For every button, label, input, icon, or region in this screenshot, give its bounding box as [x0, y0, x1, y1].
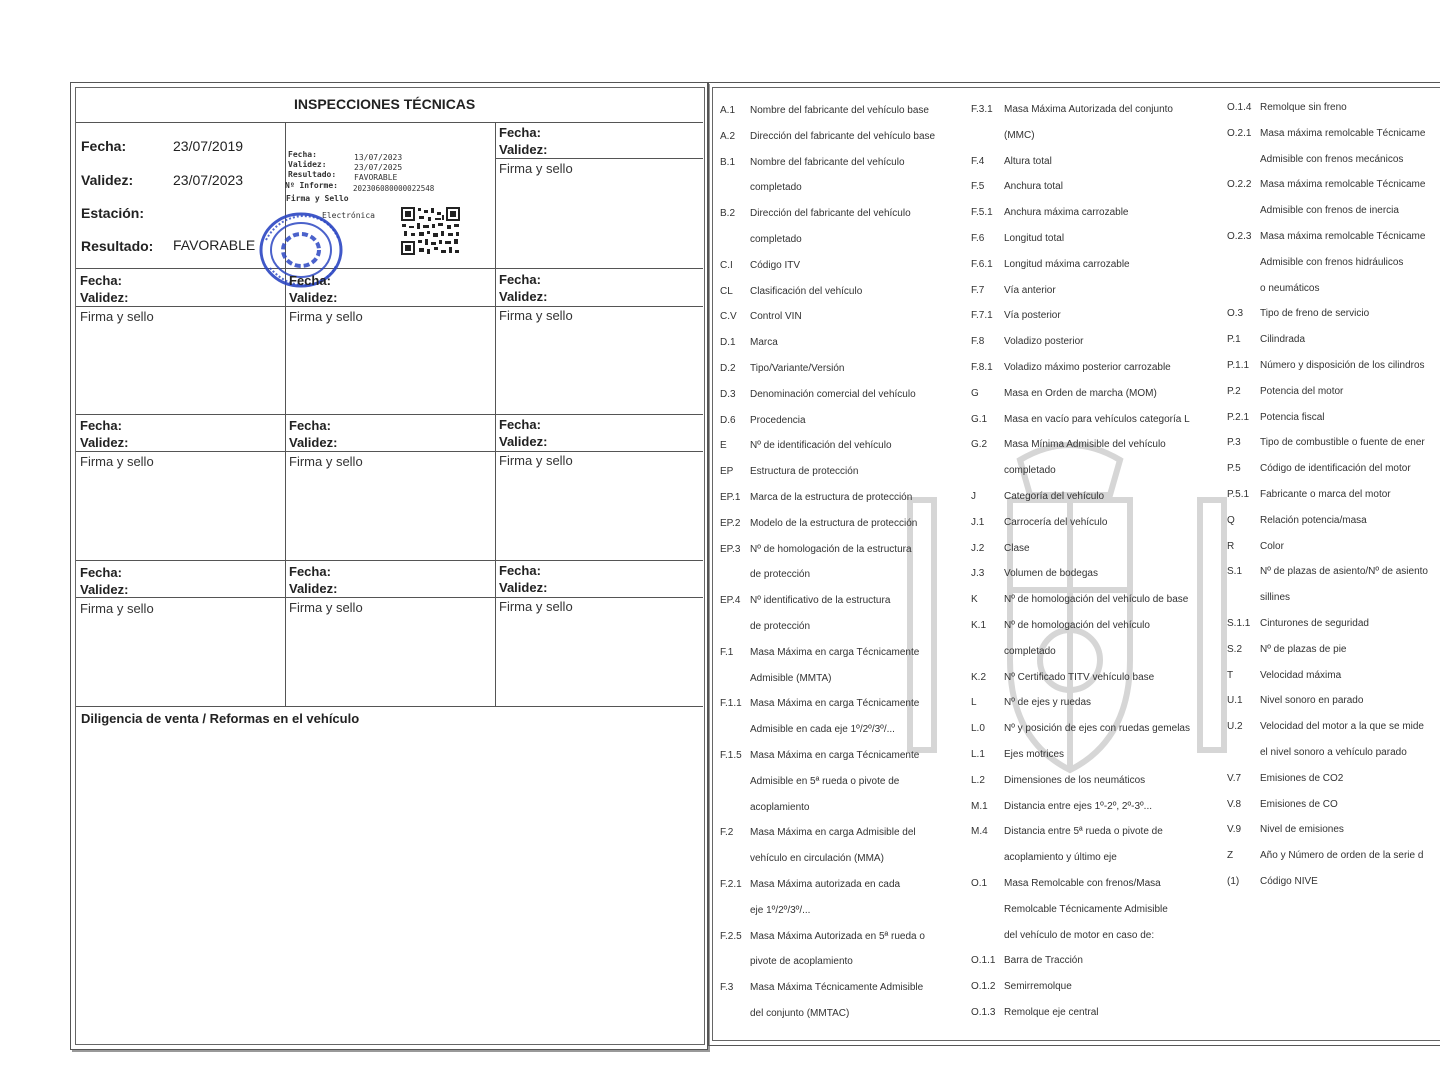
glossary-code: P.5: [1227, 463, 1241, 474]
glossary-code: G.1: [971, 414, 988, 425]
glossary-code: G.2: [971, 439, 988, 450]
glossary-text: Control VIN: [750, 311, 802, 322]
glossary-text: Marca: [750, 337, 778, 348]
glossary-code: M.1: [971, 801, 988, 812]
glossary-code: F.8.1: [971, 362, 993, 373]
slot-fecha-label: Fecha:: [499, 417, 541, 432]
glossary-text: Nº de homologación del vehículo: [1004, 620, 1150, 631]
slot-fecha-label: Fecha:: [499, 563, 541, 578]
slot-fecha-label: Fecha:: [289, 564, 331, 579]
glossary-code: J.2: [971, 543, 985, 554]
slot-validez-label: Validez:: [80, 582, 129, 597]
glossary-code: R: [1227, 541, 1235, 552]
slot-fecha-label: Fecha:: [289, 418, 331, 433]
glossary-code: K: [971, 594, 978, 605]
glossary-text: del vehículo de motor en caso de:: [1004, 930, 1155, 941]
glossary-text: Potencia fiscal: [1260, 412, 1325, 423]
grid-line: [76, 268, 703, 269]
glossary-text: Potencia del motor: [1260, 386, 1344, 397]
glossary-text: acoplamiento: [750, 802, 810, 813]
grid-line: [76, 414, 703, 415]
glossary-text: Número y disposición de los cilindros: [1260, 360, 1425, 371]
slot-validez-label: Validez:: [499, 580, 548, 595]
glossary-text: Masa máxima remolcable Técnicame: [1260, 128, 1426, 139]
grid-line: [76, 451, 703, 452]
glossary-code: M.4: [971, 826, 988, 837]
glossary-text: Nivel de emisiones: [1260, 824, 1344, 835]
glossary-text: Masa Máxima Técnicamente Admisible: [750, 982, 924, 993]
validez-label: Validez:: [81, 172, 134, 188]
glossary-text: pivote de acoplamiento: [750, 956, 853, 967]
glossary-text: Relación potencia/masa: [1260, 515, 1367, 526]
slot-firma-label: Firma y sello: [499, 308, 573, 323]
second-informe-label: Nº Informe:: [285, 181, 338, 190]
glossary-code: D.3: [720, 389, 736, 400]
glossary-text: Fabricante o marca del motor: [1260, 489, 1391, 500]
glossary-code: EP: [720, 466, 734, 477]
glossary-text: Denominación comercial del vehículo: [750, 389, 916, 400]
glossary-code: F.4: [971, 156, 985, 167]
slot-fecha-label: Fecha:: [80, 418, 122, 433]
glossary-text: Marca de la estructura de protección: [750, 492, 913, 503]
grid-line: [495, 158, 703, 159]
glossary-text: Remolque sin freno: [1260, 102, 1347, 113]
glossary-text: sillines: [1260, 592, 1291, 603]
glossary-code: O.2.3: [1227, 231, 1252, 242]
slot-validez-label: Validez:: [289, 290, 338, 305]
glossary-text: vehículo en circulación (MMA): [750, 853, 884, 864]
glossary-text: Masa máxima remolcable Técnicame: [1260, 231, 1426, 242]
glossary-code: P.1: [1227, 334, 1241, 345]
glossary-code: J.3: [971, 568, 985, 579]
glossary-code: F.8: [971, 336, 985, 347]
glossary-code: F.5.1: [971, 207, 993, 218]
glossary-code: D.2: [720, 363, 736, 374]
glossary-code: J: [971, 491, 976, 502]
glossary-code: S.1: [1227, 566, 1243, 577]
glossary-text: el nivel sonoro a vehículo parado: [1260, 747, 1407, 758]
grid-line: [76, 560, 703, 561]
glossary-code: L.2: [971, 775, 985, 786]
second-validez-label: Validez:: [288, 160, 327, 169]
glossary-code: D.6: [720, 415, 736, 426]
second-resultado-value: FAVORABLE: [354, 173, 398, 182]
second-firma-label: Firma y Sello: [286, 194, 349, 203]
glossary-text: Masa Máxima en carga Técnicamente: [750, 698, 920, 709]
glossary-text: Volumen de bodegas: [1004, 568, 1098, 579]
glossary-text: Nombre del fabricante del vehículo base: [750, 105, 929, 116]
glossary-text: Tipo/Variante/Versión: [750, 363, 845, 374]
grid-line: [76, 597, 703, 598]
validez-value: 23/07/2023: [173, 172, 244, 188]
glossary-code: EP.4: [720, 595, 741, 606]
glossary-text: completado: [750, 182, 802, 193]
glossary-code: O.3: [1227, 308, 1244, 319]
slot-validez-label: Validez:: [499, 142, 548, 157]
second-validez-value: 23/07/2025: [354, 163, 403, 172]
slot-firma-label: Firma y sello: [80, 454, 154, 469]
glossary-text: Vía anterior: [1004, 285, 1056, 296]
glossary-code: B.1: [720, 157, 736, 168]
glossary-code: L.0: [971, 723, 985, 734]
glossary-code: G: [971, 388, 979, 399]
glossary-text: Masa Máxima en carga Técnicamente: [750, 647, 920, 658]
glossary-text: Ejes motrices: [1004, 749, 1065, 760]
glossary-text: Año y Número de orden de la serie d: [1260, 850, 1424, 861]
glossary-code: F.1.5: [720, 750, 742, 761]
glossary-code: B.2: [720, 208, 736, 219]
glossary-text: Masa Máxima en carga Admisible del: [750, 827, 916, 838]
estacion-label: Estación:: [81, 205, 145, 221]
glossary-code: P.3: [1227, 437, 1241, 448]
inspecciones-inner-frame: [75, 87, 705, 1045]
glossary-text: Masa Máxima Autorizada en 5ª rueda o: [750, 931, 925, 942]
grid-line: [76, 706, 703, 707]
glossary-code: A.1: [720, 105, 736, 116]
glossary-code: C.V: [720, 311, 737, 322]
slot-firma-label: Firma y sello: [499, 161, 573, 176]
glossary-text: Categoría del vehículo: [1004, 491, 1105, 502]
glossary-code: O.2.2: [1227, 179, 1252, 190]
glossary-text: Cilindrada: [1260, 334, 1306, 345]
glossary-text: Admisible (MMTA): [750, 673, 832, 684]
glossary-text: Emisiones de CO: [1260, 799, 1338, 810]
glossary-code: F.2.5: [720, 931, 742, 942]
slot-firma-label: Firma y sello: [499, 599, 573, 614]
glossary-text: Masa Máxima en carga Técnicamente: [750, 750, 920, 761]
glossary-text: Clase: [1004, 543, 1030, 554]
glossary-code: O.1.1: [971, 955, 996, 966]
grid-line: [285, 268, 286, 706]
glossary-text: Voladizo posterior: [1004, 336, 1084, 347]
glossary-code: P.2.1: [1227, 412, 1250, 423]
slot-firma-label: Firma y sello: [499, 453, 573, 468]
glossary-text: Nombre del fabricante del vehículo: [750, 157, 905, 168]
glossary-text: Emisiones de CO2: [1260, 773, 1344, 784]
glossary-text: Nº de plazas de asiento/Nº de asiento: [1260, 566, 1428, 577]
glossary-code: K.2: [971, 672, 987, 683]
glossary-text: Nivel sonoro en parado: [1260, 695, 1364, 706]
glossary-code: A.2: [720, 131, 736, 142]
glossary-text: de protección: [750, 621, 811, 632]
slot-fecha-label: Fecha:: [80, 565, 122, 580]
diligencia-title: Diligencia de venta / Reformas en el vehículo: [81, 711, 360, 726]
glossary-text: Longitud máxima carrozable: [1004, 259, 1130, 270]
glossary-text: Admisible con frenos mecánicos: [1260, 154, 1404, 165]
glossary-code: J.1: [971, 517, 985, 528]
glossary-code: CL: [720, 286, 733, 297]
grid-line: [76, 306, 703, 307]
glossary-text: Carrocería del vehículo: [1004, 517, 1108, 528]
glossary-code: S.2: [1227, 644, 1243, 655]
glossary-code: V.7: [1227, 773, 1242, 784]
glossary-code: T: [1227, 670, 1234, 681]
glossary-code: U.1: [1227, 695, 1243, 706]
glossary-code: L: [971, 697, 977, 708]
glossary-text: Masa Máxima autorizada en cada: [750, 879, 901, 890]
second-fecha-value: 13/07/2023: [354, 153, 403, 162]
fecha-value: 23/07/2019: [173, 138, 244, 154]
glossary-code: EP.1: [720, 492, 741, 503]
glossary-text: acoplamiento y último eje: [1004, 852, 1117, 863]
glossary-text: Dimensiones de los neumáticos: [1004, 775, 1146, 786]
glossary-code: (1): [1227, 876, 1240, 887]
grid-line: [495, 122, 496, 706]
glossary-code: F.6.1: [971, 259, 993, 270]
glossary-text: Tipo de combustible o fuente de ener: [1260, 437, 1425, 448]
slot-firma-label: Firma y sello: [80, 601, 154, 616]
glossary-text: Cinturones de seguridad: [1260, 618, 1369, 629]
glossary-text: Masa en vacío para vehículos categoría L: [1004, 414, 1190, 425]
glossary-text: completado: [750, 234, 802, 245]
second-fecha-label: Fecha:: [288, 150, 317, 159]
glossary-code: F.6: [971, 233, 985, 244]
glossary-text: Nº de homologación del vehículo de base: [1004, 594, 1189, 605]
glossary-text: Admisible con frenos de inercia: [1260, 205, 1399, 216]
glossary-code: F.3.1: [971, 104, 993, 115]
glossary-code: F.1: [720, 647, 734, 658]
slot-firma-label: Firma y sello: [289, 309, 363, 324]
glossary-code: V.8: [1227, 799, 1242, 810]
glossary-code: O.2.1: [1227, 128, 1252, 139]
glossary-text: Masa Mínima Admisible del vehículo: [1004, 439, 1166, 450]
glossary-text: Velocidad del motor a la que se mide: [1260, 721, 1424, 732]
slot-validez-label: Validez:: [289, 581, 338, 596]
glossary-code: F.2: [720, 827, 734, 838]
glossary-code: K.1: [971, 620, 987, 631]
slot-fecha-label: Fecha:: [499, 125, 541, 140]
glossary-code: S.1.1: [1227, 618, 1251, 629]
glossary-text: Clasificación del vehículo: [750, 286, 863, 297]
glossary-text: Código ITV: [750, 260, 801, 271]
glossary-text: Código de identificación del motor: [1260, 463, 1411, 474]
glossary-text: Nº identificativo de la estructura: [750, 595, 891, 606]
inspecciones-title: INSPECCIONES TÉCNICAS: [294, 96, 476, 112]
slot-validez-label: Validez:: [499, 434, 548, 449]
glossary-text: Tipo de freno de servicio: [1260, 308, 1370, 319]
glossary-code: O.1: [971, 878, 988, 889]
glossary-code: F.3: [720, 982, 734, 993]
resultado-label: Resultado:: [81, 238, 154, 254]
glossary-code: F.2.1: [720, 879, 742, 890]
glossary-text: Nº Certificado TITV vehículo base: [1004, 672, 1155, 683]
glossary-text: Dirección del fabricante del vehículo: [750, 208, 911, 219]
glossary-code: Q: [1227, 515, 1235, 526]
glossary-code: F.1.1: [720, 698, 742, 709]
glossary-code: E: [720, 440, 727, 451]
slot-fecha-label: Fecha:: [80, 273, 122, 288]
glossary-text: de protección: [750, 569, 811, 580]
glossary-text: Nº de plazas de pie: [1260, 644, 1347, 655]
glossary-code: P.2: [1227, 386, 1241, 397]
glossary-code: Z: [1227, 850, 1234, 861]
glossary-text: Voladizo máximo posterior carrozable: [1004, 362, 1171, 373]
glossary-code: EP.3: [720, 544, 741, 555]
glossary-text: Barra de Tracción: [1004, 955, 1083, 966]
glossary-text: Masa Remolcable con frenos/Masa: [1004, 878, 1161, 889]
second-electronica: Electrónica: [322, 211, 375, 220]
qr-code: [400, 206, 461, 256]
glossary-code: F.5: [971, 181, 985, 192]
glossary-code: P.1.1: [1227, 360, 1250, 371]
glossary-text: completado: [1004, 646, 1056, 657]
slot-fecha-label: Fecha:: [289, 273, 331, 288]
glossary-code: O.1.4: [1227, 102, 1252, 113]
second-informe-value: 202306080000022548: [353, 184, 435, 193]
grid-line: [76, 122, 703, 123]
glossary-text: Semirremolque: [1004, 981, 1072, 992]
glossary-text: del conjunto (MMTAC): [750, 1008, 850, 1019]
slot-validez-label: Validez:: [499, 289, 548, 304]
glossary-text: completado: [1004, 465, 1056, 476]
glossary-text: Longitud total: [1004, 233, 1065, 244]
glossary-code: U.2: [1227, 721, 1243, 732]
glossary-code: D.1: [720, 337, 736, 348]
glossary-code: O.1.2: [971, 981, 996, 992]
glossary-text: Nº de ejes y ruedas: [1004, 697, 1092, 708]
glossary-text: Código NIVE: [1260, 876, 1318, 887]
glossary-text: Masa en Orden de marcha (MOM): [1004, 388, 1157, 399]
slot-validez-label: Validez:: [80, 435, 129, 450]
slot-firma-label: Firma y sello: [289, 600, 363, 615]
glossary-text: Remolcable Técnicamente Admisible: [1004, 904, 1168, 915]
glossary-text: Distancia entre 5ª rueda o pivote de: [1004, 826, 1163, 837]
glossary-text: Nº de homologación de la estructura: [750, 544, 912, 555]
slot-fecha-label: Fecha:: [499, 272, 541, 287]
resultado-value: FAVORABLE: [173, 237, 256, 253]
glossary-code: P.5.1: [1227, 489, 1250, 500]
glossary-text: Modelo de la estructura de protección: [750, 518, 918, 529]
glossary-text: Dirección del fabricante del vehículo base: [750, 131, 936, 142]
glossary-text: Altura total: [1004, 156, 1052, 167]
slot-firma-label: Firma y sello: [80, 309, 154, 324]
glossary-text: o neumáticos: [1260, 283, 1320, 294]
glossary-text: eje 1º/2º/3º/...: [750, 905, 811, 916]
slot-firma-label: Firma y sello: [289, 454, 363, 469]
glossary-text: Remolque eje central: [1004, 1007, 1099, 1018]
glossary-code: L.1: [971, 749, 985, 760]
glossary-text: Vía posterior: [1004, 310, 1061, 321]
glossary-code: V.9: [1227, 824, 1242, 835]
glossary-text: (MMC): [1004, 130, 1035, 141]
glossary-text: Masa Máxima Autorizada del conjunto: [1004, 104, 1173, 115]
glossary-text: Procedencia: [750, 415, 806, 426]
slot-validez-label: Validez:: [80, 290, 129, 305]
glossary-code: O.1.3: [971, 1007, 996, 1018]
fecha-label: Fecha:: [81, 138, 127, 154]
glossary-text: Nº y posición de ejes con ruedas gemelas: [1004, 723, 1190, 734]
glossary-text: Nº de identificación del vehículo: [750, 440, 892, 451]
glossary-text: Distancia entre ejes 1º-2º, 2º-3º...: [1004, 801, 1153, 812]
slot-validez-label: Validez:: [289, 435, 338, 450]
glossary-code: C.I: [720, 260, 733, 271]
glossary-text: Admisible con frenos hidráulicos: [1260, 257, 1404, 268]
glossary-text: Color: [1260, 541, 1284, 552]
glossary-text: Velocidad máxima: [1260, 670, 1342, 681]
glossary-text: Estructura de protección: [750, 466, 859, 477]
glossary-text: Anchura máxima carrozable: [1004, 207, 1129, 218]
glossary-text: Admisible en cada eje 1º/2º/3º/...: [750, 724, 895, 735]
glossary-text: Admisible en 5ª rueda o pivote de: [750, 776, 900, 787]
glossary-code: F.7: [971, 285, 985, 296]
glossary-text: Anchura total: [1004, 181, 1063, 192]
glossary-text: Masa máxima remolcable Técnicame: [1260, 179, 1426, 190]
glossary-code: F.7.1: [971, 310, 993, 321]
glossary-code: EP.2: [720, 518, 741, 529]
second-resultado-label: Resultado:: [288, 170, 337, 179]
